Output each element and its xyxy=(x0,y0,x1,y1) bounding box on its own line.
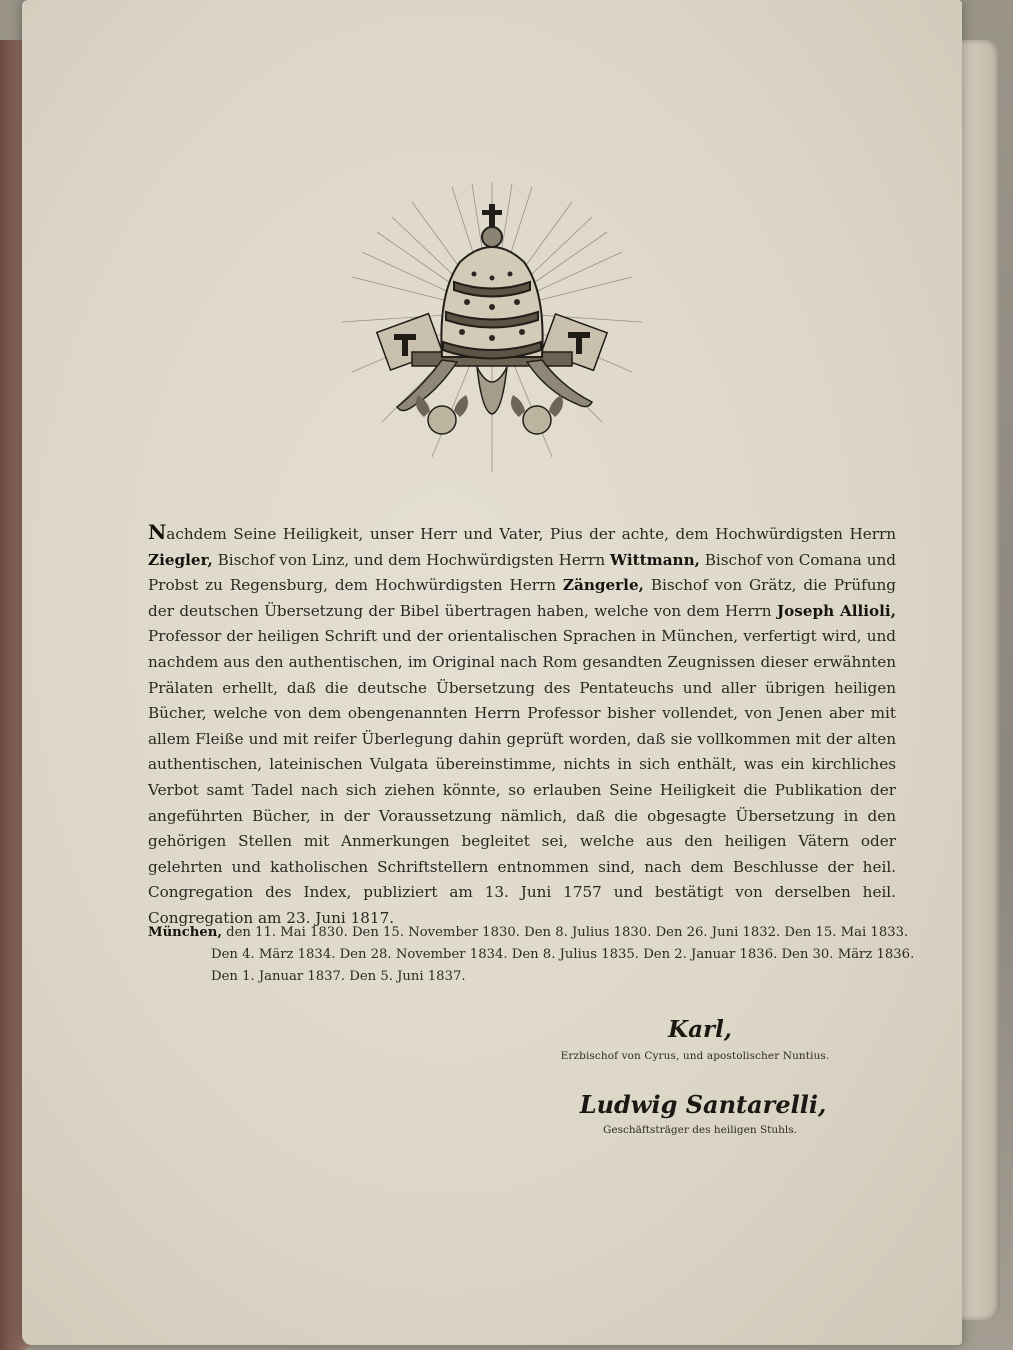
text-segment: achdem Seine Heiligkeit, unser Herr und Vater, Pius der achte, dem Hochwürdigsten Herrn xyxy=(166,525,896,543)
text-segment: Bischof von Grätz, die Prüfung der deutschen Übersetzung der Bibel übertragen haben, welche von dem Herrn xyxy=(148,576,897,620)
name-ziegler: Ziegler, xyxy=(148,550,213,569)
signature-santarelli-title: Geschäftsträger des heiligen Stuhls. xyxy=(603,1124,797,1136)
name-allioli: Joseph Allioli, xyxy=(776,601,896,620)
signature-karl: Karl, xyxy=(668,1016,732,1043)
signature-karl-title: Erzbischof von Cyrus, und apostolischer Nuntius. xyxy=(560,1050,830,1062)
papal-tiara-icon xyxy=(342,182,642,472)
text-segment: Bischof von Comana und Probst zu Regensburg, dem Hochwürdigsten Herrn xyxy=(148,550,896,595)
date-line-1 xyxy=(148,922,909,944)
date-line-3: Den 1. Januar 1837. Den 5. Juni 1837. xyxy=(211,969,466,984)
signature-santarelli: Ludwig Santarelli, xyxy=(579,1090,827,1119)
name-zaengerle: Zängerle, xyxy=(562,576,644,595)
date-text: den 11. Mai 1830. Den 15. November 1830. Den 8. Julius 1830. Den 26. Juni 1832. Den 15. Mai 1833. xyxy=(221,925,909,940)
date-list xyxy=(148,922,915,988)
text-segment: Bischof von Linz, und dem Hochwürdigsten Herrn xyxy=(212,550,611,569)
name-wittmann: Wittmann, xyxy=(610,550,700,569)
city-name: München, xyxy=(148,925,222,940)
date-line-2: Den 4. März 1834. Den 28. November 1834. Den 8. Julius 1835. Den 2. Januar 1836. Den 30. März 1836. xyxy=(211,947,915,962)
text-segment: Professor der heiligen Schrift und der orientalischen Sprachen in München, verfertigt wird, und nachdem aus den authentischen, im Original nach Rom gesandten Zeugnissen dieser erwähnten Prälaten erhellt, daß die deutsche Übersetzung des Pentateuchs und aller übrigen heiligen Bücher, welche von dem obengenannten Herrn Professor bisher vollendet, von Jenen aber mit allem Fleiße und mit reifer Überlegung dahin geprüft worden, daß sie vollkommen mit der alten authentischen, lateinischen Vulgata übereinstimme, nichts in sich enthält, was ein kirchliches Verbot samt Tadel nach sich ziehen könnte, so erlauben Seine Heiligkeit die Publikation der angeführten Bücher, in der Voraussetzung nämlich, daß die obgesagte Übersetzung in den gehörigen Stellen mit Anmerkungen begleitet sei, welche aus den heiligen Vätern oder gelehrten und katholischen Schriftstellern entnommen sind, nach dem Beschlusse der heil. Congregation des Index, publiziert am 13. Juni 1757 und bestätigt von derselben heil. Congregation am 23. Juni 1817. xyxy=(148,627,896,927)
dropcap-letter: N xyxy=(148,520,167,544)
decree-paragraph xyxy=(148,520,896,932)
